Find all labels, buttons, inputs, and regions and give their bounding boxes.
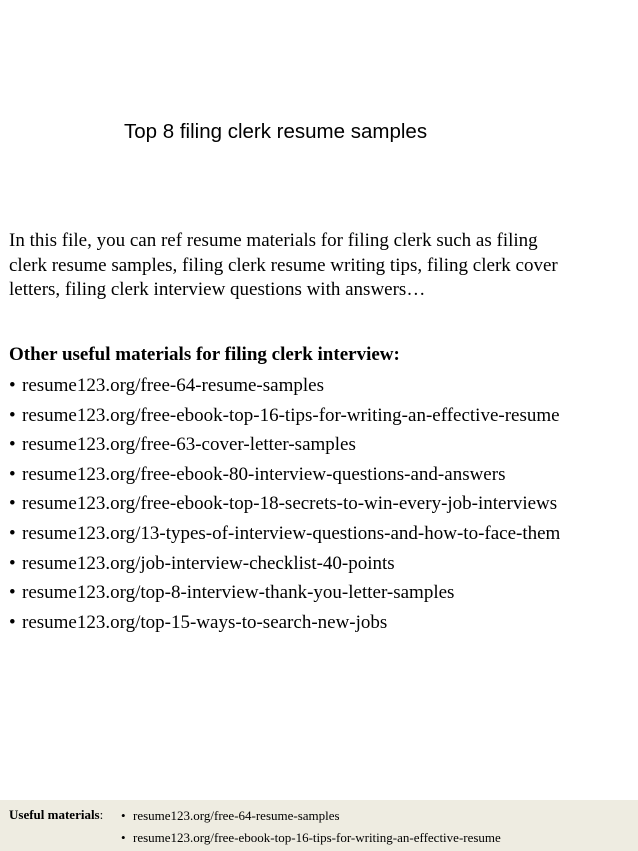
- footer-bar: [0, 800, 638, 851]
- bullet: •: [9, 493, 16, 515]
- page-title: Top 8 filing clerk resume samples: [124, 120, 428, 143]
- list-item: [9, 608, 560, 638]
- bullet: •: [9, 522, 16, 544]
- bullet: •: [9, 404, 16, 426]
- bullet: •: [9, 375, 16, 396]
- resource-link[interactable]: resume123.org/free-ebook-80-interview-questions-and-answers: [22, 463, 506, 485]
- list-item: [9, 371, 560, 401]
- list-item: [121, 829, 501, 851]
- footer-label-separator: :: [99, 807, 104, 822]
- footer-link[interactable]: resume123.org/free-64-resume-samples: [133, 808, 340, 823]
- resource-link[interactable]: resume123.org/top-8-interview-thank-you-letter-samples: [22, 582, 455, 604]
- resource-link[interactable]: resume123.org/top-15-ways-to-search-new-jobs: [22, 611, 388, 633]
- list-item: [9, 578, 560, 608]
- footer-label-text: Useful materials: [9, 807, 100, 822]
- list-item: [9, 489, 560, 519]
- list-item: [9, 430, 560, 460]
- resource-link[interactable]: resume123.org/free-ebook-top-18-secrets-to-win-every-job-interviews: [22, 493, 558, 515]
- bullet: •: [9, 434, 16, 456]
- resource-link[interactable]: resume123.org/13-types-of-interview-questions-and-how-to-face-them: [22, 522, 561, 544]
- intro-line: In this file, you can ref resume materials for filing clerk such as filing: [9, 230, 538, 251]
- materials-list: [9, 371, 560, 637]
- footer-link[interactable]: resume123.org/free-ebook-top-16-tips-for-writing-an-effective-resume: [133, 830, 501, 845]
- bullet: •: [121, 808, 126, 823]
- bullet: •: [9, 582, 16, 604]
- footer-label: [9, 807, 103, 823]
- list-item: [9, 401, 560, 431]
- footer-list: [121, 807, 501, 851]
- intro-paragraph: [9, 229, 633, 303]
- resource-link[interactable]: resume123.org/free-ebook-top-16-tips-for-writing-an-effective-resume: [22, 404, 560, 426]
- list-item: [9, 460, 560, 490]
- intro-line: clerk resume samples, filing clerk resume writing tips, filing clerk cover: [9, 254, 558, 276]
- intro-line: letters, filing clerk interview questions with answers…: [9, 279, 426, 300]
- bullet: •: [9, 463, 16, 485]
- materials-heading: Other useful materials for filing clerk interview:: [9, 344, 400, 365]
- list-item: [121, 807, 501, 829]
- resource-link[interactable]: resume123.org/job-interview-checklist-40-points: [22, 552, 395, 574]
- bullet: •: [121, 830, 126, 845]
- resource-link[interactable]: resume123.org/free-63-cover-letter-samples: [22, 434, 356, 456]
- bullet: •: [9, 552, 16, 574]
- list-item: [9, 549, 560, 579]
- bullet: •: [9, 611, 16, 633]
- resource-link[interactable]: resume123.org/free-64-resume-samples: [22, 375, 324, 396]
- list-item: [9, 519, 560, 549]
